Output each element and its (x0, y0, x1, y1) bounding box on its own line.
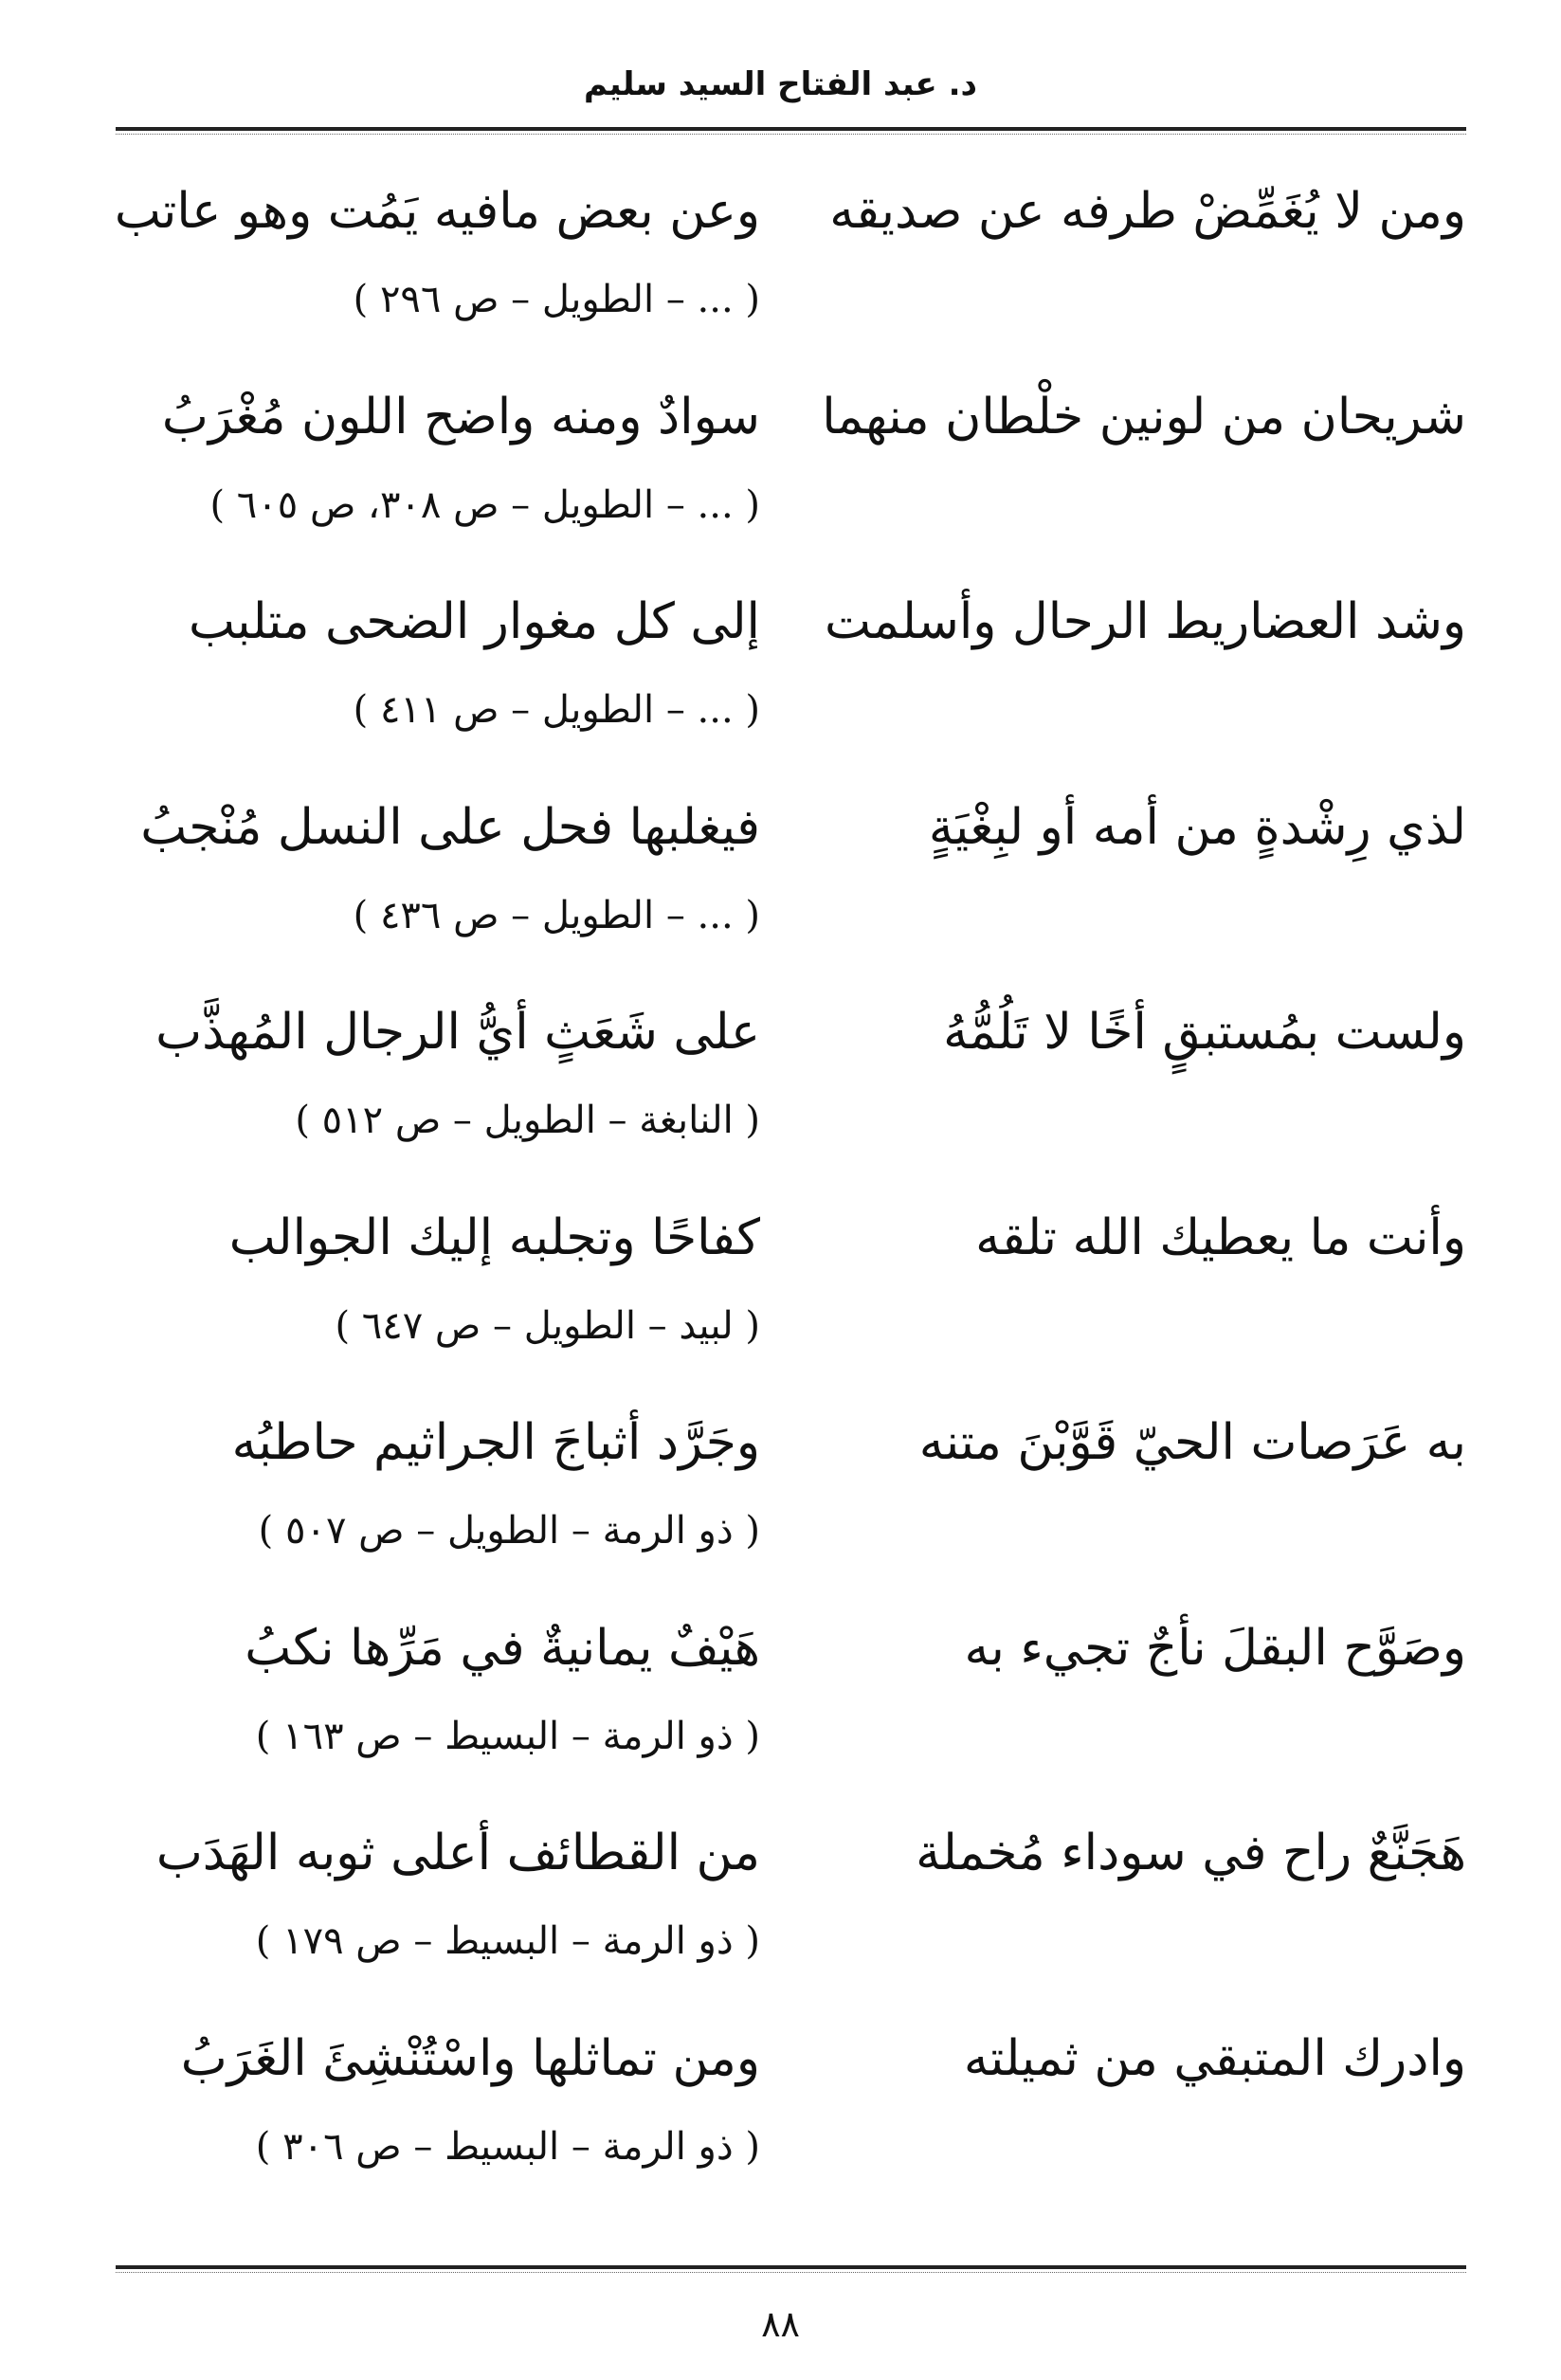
verse-second-hemistich: إلى كل مغوار الضحى متلبب (188, 593, 760, 650)
verse-second-hemistich: من القطائف أعلى ثوبه الهَدَب (155, 1825, 760, 1881)
verse-line (116, 367, 1466, 471)
verse-source: ( ... – الطويل – ص ٢٩٦ ) (353, 278, 760, 321)
verse-second-hemistich: وعن بعض مافيه يَمُت وهو عاتب (114, 183, 760, 240)
verse-source: ( ذو الرمة – البسيط – ص ١٦٣ ) (255, 1714, 760, 1758)
verse-source: ( لبيد – الطويل – ص ٦٤٧ ) (335, 1303, 760, 1348)
verse-line (116, 1392, 1466, 1497)
verse-block (116, 161, 1466, 367)
verse-first-hemistich: شريحان من لونين خلْطان منهما (822, 388, 1466, 445)
verse-block (116, 572, 1466, 777)
verse-first-hemistich: وادرك المتبقي من ثميلته (963, 2029, 1466, 2087)
verse-source: ( ... – الطويل – ص ٤٣٦ ) (353, 893, 760, 937)
verse-block (116, 367, 1466, 572)
verse-block (116, 1188, 1466, 1393)
verse-line (116, 161, 1466, 265)
verse-source: ( النابغة – الطويل – ص ٥١٢ ) (295, 1099, 760, 1142)
verse-source: ( ذو الرمة – البسيط – ص ١٧٩ ) (255, 1919, 760, 1963)
verse-second-hemistich: كفاحًا وتجلبه إليك الجوالب (228, 1208, 760, 1266)
verse-first-hemistich: ومن لا يُغَمِّضْ طرفه عن صديقه (829, 183, 1466, 240)
footer-rule (116, 2265, 1466, 2269)
verse-line (116, 1598, 1466, 1702)
verse-source: ( ذو الرمة – البسيط – ص ٣٠٦ ) (255, 2124, 760, 2169)
verse-list (116, 161, 1466, 2213)
verse-block (116, 1803, 1466, 2008)
verse-first-hemistich: لذي رِشْدةٍ من أمه أو لبِغْيَةٍ (928, 798, 1466, 856)
verse-block (116, 777, 1466, 983)
verse-first-hemistich: به عَرَصات الحيّ قَوَّبْنَ متنه (918, 1414, 1466, 1471)
verse-first-hemistich: وأنت ما يعطيك الله تلقه (975, 1208, 1466, 1266)
verse-second-hemistich: فيغلبها فحل على النسل مُنْجبُ (140, 798, 760, 856)
verse-second-hemistich: وجَرَّد أثباجَ الجراثيم حاطبُه (231, 1414, 760, 1471)
verse-block (116, 1392, 1466, 1598)
verse-source: ( ... – الطويل – ص ٣٠٨، ص ٦٠٥ ) (209, 482, 760, 527)
page-number: ٨٨ (761, 2303, 800, 2345)
verse-block (116, 1598, 1466, 1804)
verse-first-hemistich: وشد العضاريط الرحال وأسلمت (824, 593, 1466, 650)
verse-block (116, 2008, 1466, 2214)
verse-first-hemistich: وصَوَّح البقلَ نأجٌ تجيء به (964, 1619, 1466, 1677)
verse-line (116, 1803, 1466, 1907)
verse-second-hemistich: هَيْفٌ يمانيةٌ في مَرِّها نكبُ (245, 1619, 760, 1677)
verse-line (116, 777, 1466, 881)
verse-line (116, 572, 1466, 676)
verse-first-hemistich: ولست بمُستبقٍ أخًا لا تَلُمُّهُ (943, 1004, 1466, 1061)
verse-source: ( ... – الطويل – ص ٤١١ ) (353, 688, 760, 732)
verse-source: ( ذو الرمة – الطويل – ص ٥٠٧ ) (258, 1509, 760, 1553)
verse-second-hemistich: سوادٌ ومنه واضح اللون مُغْرَبُ (161, 388, 760, 445)
verse-line (116, 1188, 1466, 1292)
running-head-author: د. عبد الفتاح السيد سليم (584, 65, 977, 103)
verse-first-hemistich: هَجَنَّعٌ راح في سوداء مُخملة (916, 1825, 1466, 1881)
verse-line (116, 2008, 1466, 2113)
verse-second-hemistich: ومن تماثلها واسْتُنْشِئَ الغَرَبُ (180, 2029, 760, 2087)
header-rule (116, 127, 1466, 131)
verse-block (116, 982, 1466, 1188)
verse-second-hemistich: على شَعَثٍ أيُّ الرجال المُهذَّب (155, 1004, 760, 1061)
verse-line (116, 982, 1466, 1086)
